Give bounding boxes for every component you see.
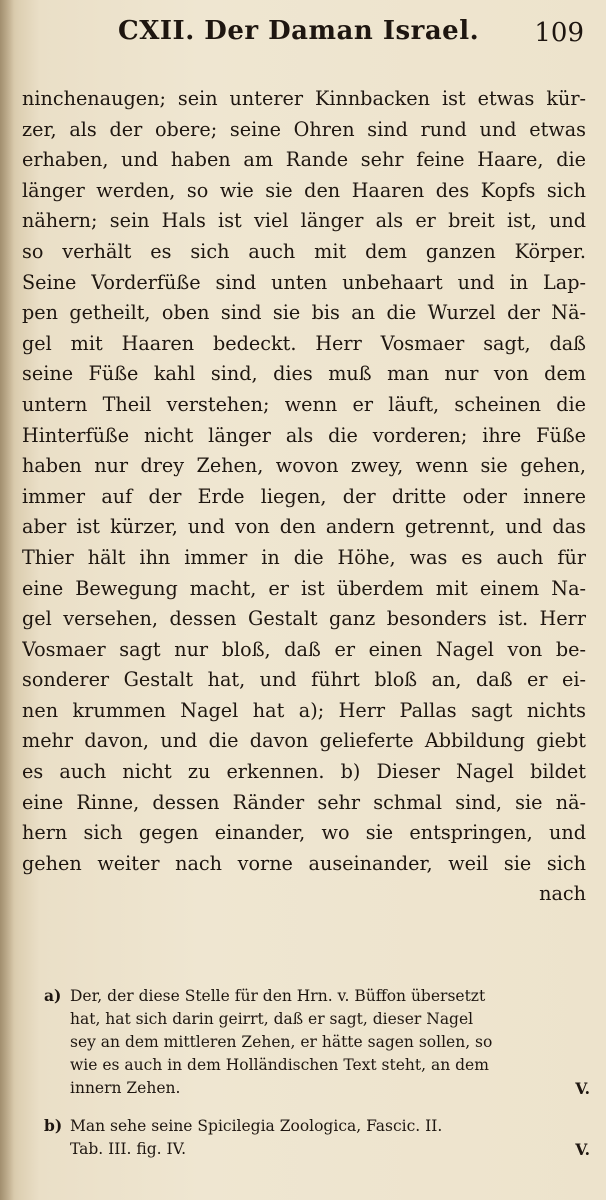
spine-shadow [0, 0, 14, 1200]
text-line: mehr davon, und die davon gelieferte Abbildung giebt [22, 729, 586, 753]
running-title: CXII. Der Daman Israel. [118, 16, 480, 46]
running-header [118, 12, 584, 52]
footnote-mark: b) [44, 1116, 63, 1135]
footnote-line: Der, der diese Stelle für den Hrn. v. Büffon übersetzt [70, 987, 486, 1005]
text-line: Hinterfüße nicht länger als die vorderen; ihre Füße [22, 423, 586, 447]
text-line: eine Rinne, dessen Ränder sehr schmal sind, sie nä- [22, 790, 586, 814]
page-number: 109 [534, 18, 584, 48]
text-line: gel versehen, dessen Gestalt ganz besonders ist. Herr [22, 607, 586, 631]
footnote-line: Tab. III. fig. IV. [70, 1140, 187, 1158]
text-line: eine Bewegung macht, er ist überdem mit einem Na- [22, 576, 586, 600]
text-line: Seine Vorderfüße sind unten unbehaart und in Lap- [22, 270, 586, 294]
text-line: erhaben, und haben am Rande sehr feine Haare, die [22, 148, 586, 172]
text-line: haben nur drey Zehen, wovon zwey, wenn sie gehen, [22, 454, 586, 478]
footnote-line: hat, hat sich darin geirrt, daß er sagt, dieser Nagel [70, 1010, 474, 1028]
footnote-line: innern Zehen. [70, 1079, 181, 1097]
text-line: untern Theil verstehen; wenn er läuft, scheinen die [22, 392, 586, 416]
text-line: nen krummen Nagel hat a); Herr Pallas sagt nichts [22, 698, 586, 722]
text-line: gel mit Haaren bedeckt. Herr Vosmaer sagt, daß [22, 331, 586, 355]
footnote-b [44, 1114, 590, 1161]
footnote-signature: V. [575, 1079, 590, 1098]
text-line: ninchenaugen; sein unterer Kinnbacken ist etwas kür- [22, 87, 586, 110]
text-line: so verhält es sich auch mit dem ganzen Körper. [22, 239, 586, 263]
text-line: aber ist kürzer, und von den andern getrennt, und das [22, 515, 586, 539]
text-line: immer auf der Erde liegen, der dritte oder innere [22, 484, 586, 508]
footnote-a [44, 984, 590, 1100]
footnote-line: sey an dem mittleren Zehen, er hätte sagen sollen, so [70, 1033, 493, 1051]
text-line: sonderer Gestalt hat, und führt bloß an, daß er ei- [22, 668, 586, 692]
text-line: nähern; sein Hals ist viel länger als er breit ist, und [22, 209, 586, 233]
text-line: hern sich gegen einander, wo sie entspringen, und [22, 821, 586, 845]
text-line: pen getheilt, oben sind sie bis an die Wurzel der Nä- [22, 301, 586, 325]
footnote-line: Man sehe seine Spicilegia Zoologica, Fascic. II. [70, 1117, 443, 1135]
text-line: zer, als der obere; seine Ohren sind rund und etwas [22, 117, 586, 141]
text-line: seine Füße kahl sind, dies muß man nur von dem [22, 362, 586, 386]
text-line: es auch nicht zu erkennen. b) Dieser Nagel bildet [22, 760, 586, 784]
text-line: gehen weiter nach vorne auseinander, weil sie sich [22, 851, 586, 875]
footnote-mark: a) [44, 986, 62, 1005]
text-line: Vosmaer sagt nur bloß, daß er einen Nagel von be- [22, 637, 586, 661]
text-line: länger werden, so wie sie den Haaren des Kopfs sich [22, 178, 586, 202]
footnotes [44, 984, 590, 1161]
catchword: nach [539, 882, 586, 906]
body-text [22, 84, 586, 910]
text-line: Thier hält ihn immer in die Höhe, was es auch für [22, 545, 586, 569]
footnote-signature: V. [575, 1140, 590, 1159]
footnote-line: wie es auch in dem Holländischen Text steht, an dem [70, 1056, 489, 1074]
